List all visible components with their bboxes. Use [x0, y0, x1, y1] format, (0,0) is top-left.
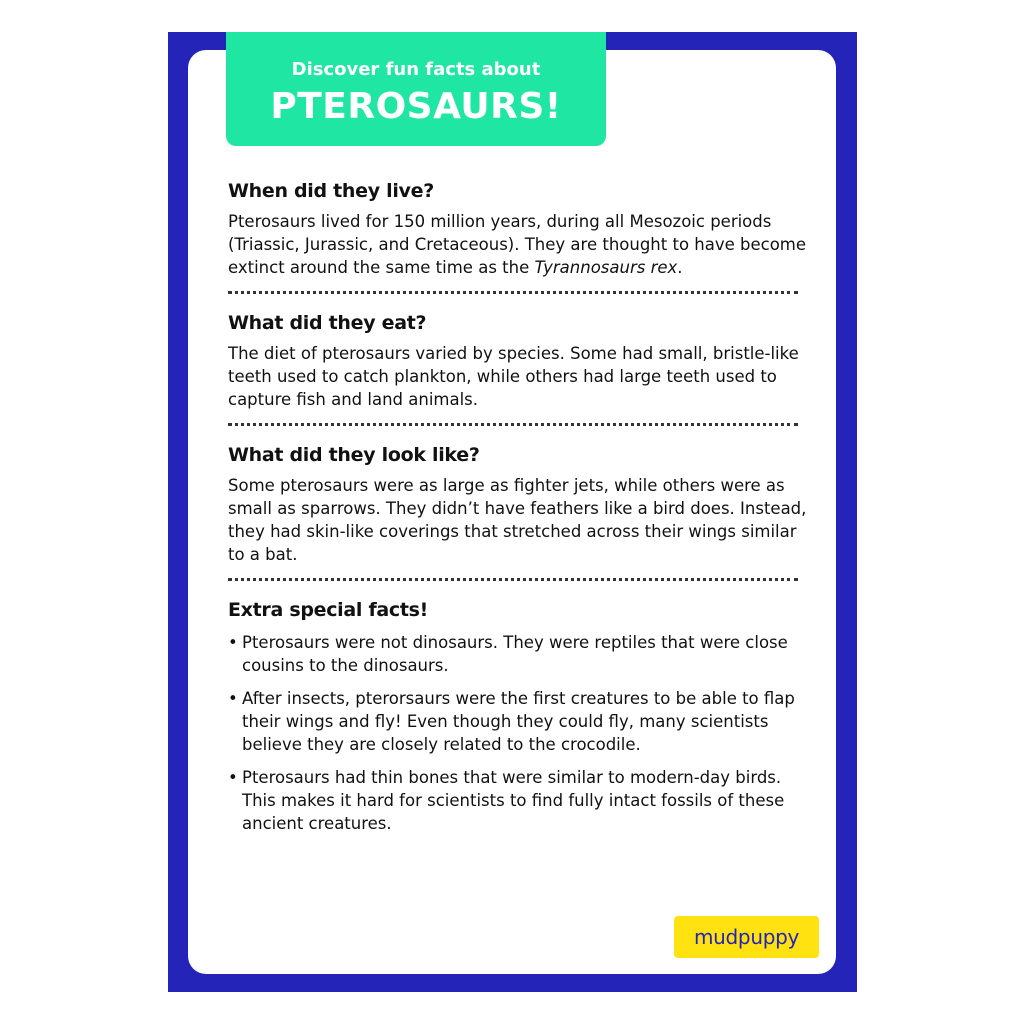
section-heading: Extra special facts! [228, 599, 429, 621]
fact-text: Pterosaurs were not dinosaurs. They were reptiles that were close cousins to the dinosaurs. [242, 633, 788, 675]
fact-text: After insects, pterorsaurs were the first creatures to be able to flap their wings and fly! Even though they could fly, many scientists believe they are closely related to the crocodile. [242, 689, 795, 754]
list-item [228, 766, 808, 835]
banner-subtitle: Discover fun facts about [291, 59, 541, 80]
list-item [228, 687, 808, 756]
section-heading: When did they live? [228, 180, 434, 202]
list-item [228, 631, 808, 677]
section-body [228, 210, 808, 279]
bullet-icon: • [228, 689, 238, 708]
section-diet [228, 312, 808, 411]
fact-content [228, 180, 808, 845]
title-banner [226, 32, 606, 146]
dotted-divider [228, 291, 798, 294]
bullet-icon: • [228, 633, 238, 652]
section-extra-facts [228, 599, 808, 835]
section-body: Some pterosaurs were as large as fighter jets, while others were as small as sparrows. They didn’t have feathers like a bird does. Instead, they had skin-like coverings that stretched across their wings similar to a bat. [228, 476, 807, 564]
section-body-end: . [677, 258, 683, 277]
section-heading: What did they look like? [228, 444, 480, 466]
logo-text: mudpuppy [693, 925, 800, 949]
section-when-lived [228, 180, 808, 279]
bullet-icon: • [228, 768, 238, 787]
fact-text: Pterosaurs had thin bones that were similar to modern-day birds. This makes it hard for scientists to find fully intact fossils of these ancient creatures. [242, 768, 785, 833]
fact-list [228, 631, 808, 835]
mudpuppy-logo [674, 916, 819, 958]
species-name: Tyrannosaurs rex [534, 258, 678, 277]
section-body-text: Pterosaurs lived for 150 million years, during all Mesozoic periods (Triassic, Jurassic, and Cretaceous). They are thought to have become extinct around the same time as the [228, 212, 807, 277]
dotted-divider [228, 578, 798, 581]
section-heading: What did they eat? [228, 312, 427, 334]
banner-title: PTEROSAURS! [270, 86, 562, 127]
dotted-divider [228, 423, 798, 426]
section-body: The diet of pterosaurs varied by species. Some had small, bristle-like teeth used to catch plankton, while others had large teeth used to capture fish and land animals. [228, 344, 799, 409]
section-appearance [228, 444, 808, 566]
